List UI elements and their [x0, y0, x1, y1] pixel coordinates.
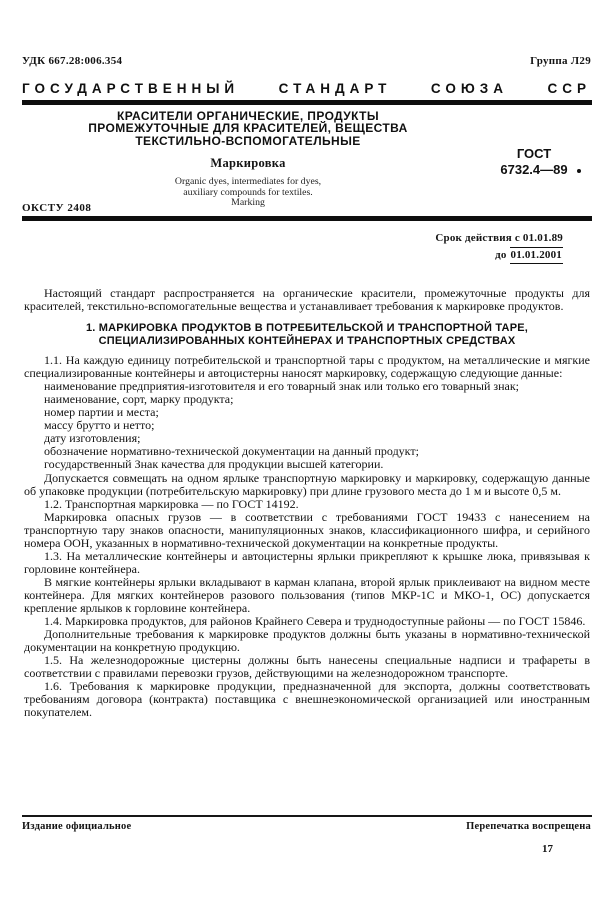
udk-code: УДК 667.28:006.354 — [22, 55, 123, 67]
top-meta-row — [22, 55, 591, 67]
validity-to-prefix: до — [495, 249, 510, 261]
gost-number: 6732.4—89 — [500, 161, 568, 177]
section-1-heading: 1. МАРКИРОВКА ПРОДУКТОВ В ПОТРЕБИТЕЛЬСКОЙ И ТРАНСПОРТНОЙ ТАРЕ, СПЕЦИАЛИЗИРОВАННЫХ КОНТЕЙНЕРАХ И ТРАНСПОРТНЫХ СРЕДСТВАХ — [85, 322, 529, 348]
clause-1-4: 1.4. Маркировка продуктов, для районов Крайнего Севера и труднодоступные районы — по ГОСТ 15846. — [44, 614, 586, 629]
intro-paragraph: Настоящий стандарт распространяется на органические красители, промежуточные продукты для красителей, текстильно-вспомогательные вещества и устанавливает требования к маркировке продуктов. — [24, 286, 590, 314]
okstu-code: ОКСТУ 2408 — [22, 202, 92, 214]
title-ru-line1: КРАСИТЕЛИ ОРГАНИЧЕСКИЕ, ПРОДУКТЫ — [116, 109, 380, 123]
document-title-ru — [22, 110, 474, 147]
list-item-batch-number: номер партии и места; — [44, 405, 159, 420]
clause-1-1: 1.1. На каждую единицу потребительской и транспортной тары с продуктом, на металлические и мягкие специализированные контейнеры и автоцистерны наносят маркировку, содержащую следующие данные: — [24, 353, 590, 381]
gost-number-block — [478, 146, 590, 177]
validity-from: Срок действия с 01.01.89 — [435, 232, 563, 244]
clause-1-5: 1.5. На железнодорожные цистерны должны быть нанесены специальные надписи и трафареты в соответствии с правилами перевозки грузов, действующими на железнодорожном транспорте. — [24, 653, 590, 681]
validity-to-date: 01.01.2001 — [510, 247, 564, 264]
document-subtitle: Маркировка — [210, 156, 286, 171]
clause-1-4-extra: Дополнительные требования к маркировке продуктов должны быть указаны в нормативно-технической документации на конкретную продукцию. — [24, 627, 590, 655]
title-block — [22, 110, 474, 208]
title-en-line2: auxiliary compounds for textiles. — [183, 186, 313, 198]
official-edition-note: Издание официальное — [22, 821, 132, 832]
title-en-line1: Organic dyes, intermediates for dyes, — [174, 176, 322, 188]
footer-row — [22, 821, 591, 832]
clause-1-3: 1.3. На металлические контейнеры и автоцистерны ярлыки прикрепляют к крышке люка, привязывая к горловине контейнера. — [24, 548, 590, 576]
list-item-date: дату изготовления; — [44, 431, 141, 446]
list-item-manufacturer: наименование предприятия-изготовителя и его товарный знак или только его товарный знак; — [44, 379, 520, 394]
list-item-mass: массу брутто и нетто; — [44, 418, 155, 433]
list-item-product-name: наименование, сорт, марку продукта; — [44, 392, 234, 407]
validity-block — [435, 231, 563, 264]
title-en-line3: Marking — [231, 197, 265, 209]
page-number: 17 — [542, 843, 553, 855]
ink-speck — [577, 169, 581, 173]
gost-label: ГОСТ — [516, 146, 552, 161]
list-item-ntd: обозначение нормативно-технической документации на данный продукт; — [44, 444, 419, 459]
validity-to — [435, 246, 563, 264]
clause-1-6: 1.6. Требования к маркировке продукции, предназначенной для экспорта, должны соответствовать требованиям договора (контракта) поставщика с внешнеэкономической организацией или иностранным покупателем. — [24, 679, 590, 720]
clause-1-1-note: Допускается совмещать на одном ярлыке транспортную маркировку и маркировку, содержащую данные об упаковке продукции (потребительскую маркировку) при длине грузового места до 1 м и высоте 0,5 м. — [24, 470, 590, 498]
reprint-notice: Перепечатка воспрещена — [466, 821, 591, 832]
list-item-quality-mark: государственный Знак качества для продукции высшей категории. — [44, 457, 384, 472]
standard-type-heading: ГОСУДАРСТВЕННЫЙ СТАНДАРТ СОЮЗА ССР — [22, 81, 591, 96]
clause-1-3-soft: В мягкие контейнеры ярлыки вкладывают в карман клапана, второй ярлык приклеивают на видном месте контейнера. Для мягких контейнеров разового пользования (типов МКР-1С и МКО-1, ОС) допускается крепление ярлыков к горловине контейнера. — [24, 574, 590, 615]
clause-1-2-danger: Маркировка опасных грузов — в соответствии с требованиями ГОСТ 19433 с нанесением на транспортную тару знаков опасности, манипуляционных знаков, классификационного шифра, и серийного номера ООН, указанных в нормативно-технической документации на конкретные продукты. — [24, 509, 590, 550]
title-rule — [22, 216, 592, 221]
document-body — [24, 287, 590, 719]
title-ru-line3: ТЕКСТИЛЬНО-ВСПОМОГАТЕЛЬНЫЕ — [135, 133, 361, 148]
title-ru-line2: ПРОМЕЖУТОЧНЫЕ ДЛЯ КРАСИТЕЛЕЙ, ВЕЩЕСТВА — [88, 121, 408, 136]
clause-1-2: 1.2. Транспортная маркировка — по ГОСТ 14192. — [44, 496, 299, 511]
header-rule — [22, 100, 592, 105]
footer-rule — [22, 815, 592, 817]
group-code: Группа Л29 — [530, 55, 591, 67]
